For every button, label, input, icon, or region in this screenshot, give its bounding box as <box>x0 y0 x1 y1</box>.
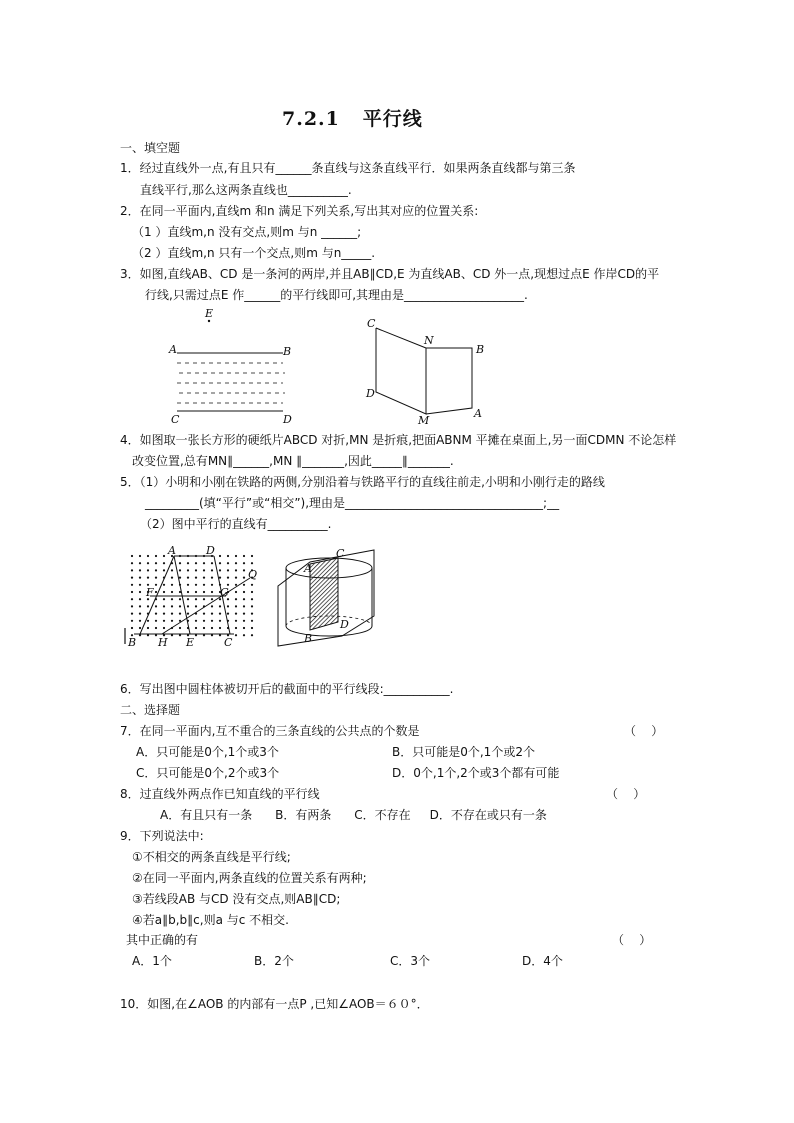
river-label-d: D <box>283 413 292 426</box>
folded-paper-figure <box>362 316 492 428</box>
grid-dot <box>235 634 237 636</box>
grid-dot <box>251 562 253 564</box>
q1-line2: 直线平行,那么这两条直线也__________. <box>140 183 352 197</box>
grid-dot <box>187 613 189 615</box>
fold-face-abnm <box>426 348 472 414</box>
fold-label-n: N <box>424 334 434 347</box>
grid-dot <box>147 569 149 571</box>
grid-dot <box>219 627 221 629</box>
grid-dot <box>155 613 157 615</box>
section-choice-heading: 二、选择题 <box>120 703 181 717</box>
q8-stem: 8．过直线外两点作已知直线的平行线 <box>120 787 320 801</box>
grid-dot <box>243 584 245 586</box>
grid-label-c: C <box>224 636 233 649</box>
grid-dot <box>235 605 237 607</box>
grid-dot <box>155 605 157 607</box>
grid-dot <box>195 562 197 564</box>
q9-stem: 9．下列说法中: <box>120 829 204 843</box>
grid-dot <box>179 598 181 600</box>
q7-stem: 7．在同一平面内,互不重合的三条直线的公共点的个数是 <box>120 724 420 738</box>
cyl-label-a: A <box>304 562 312 575</box>
grid-dot <box>235 555 237 557</box>
grid-dot <box>219 555 221 557</box>
q9-statement-3: ③若线段AB 与CD 没有交点,则AB∥CD; <box>132 892 341 906</box>
grid-dot <box>163 598 165 600</box>
grid-dot <box>211 627 213 629</box>
grid-dot <box>179 613 181 615</box>
grid-dot <box>131 562 133 564</box>
cyl-label-c: C <box>336 547 345 560</box>
grid-dot <box>195 584 197 586</box>
q8-options: A．有且只有一条 B．有两条 C．不存在 D．不存在或只有一条 <box>160 808 547 822</box>
grid-dot <box>163 562 165 564</box>
grid-dot <box>179 562 181 564</box>
grid-dot <box>187 598 189 600</box>
grid-dot <box>131 605 133 607</box>
grid-dot <box>203 562 205 564</box>
q7-option-d: D．0个,1个,2个或3个都有可能 <box>392 766 560 780</box>
grid-dot <box>139 605 141 607</box>
grid-dot <box>211 577 213 579</box>
grid-dot <box>195 605 197 607</box>
grid-dot <box>235 613 237 615</box>
grid-dot <box>147 562 149 564</box>
grid-dot <box>219 605 221 607</box>
grid-dot <box>243 613 245 615</box>
q7-answer-paren: （ ） <box>624 724 664 738</box>
grid-line-ae <box>174 556 190 634</box>
q7-option-b: B．只可能是0个,1个或2个 <box>392 745 535 759</box>
grid-dot <box>203 598 205 600</box>
grid-dot <box>243 620 245 622</box>
grid-dot <box>211 562 213 564</box>
grid-dot <box>163 584 165 586</box>
grid-dot <box>251 555 253 557</box>
q5-line3: （2）图中平行的直线有__________. <box>140 517 332 531</box>
q7-option-c: C．只可能是0个,2个或3个 <box>136 766 280 780</box>
grid-dot <box>179 577 181 579</box>
grid-dot <box>203 627 205 629</box>
river-point-e <box>208 320 210 322</box>
grid-dot <box>211 613 213 615</box>
grid-dot <box>171 605 173 607</box>
q10-line1: 10．如图,在∠AOB 的内部有一点P ,已知∠AOB＝６０°． <box>120 997 429 1011</box>
grid-dot <box>131 591 133 593</box>
grid-dot <box>179 569 181 571</box>
grid-dot <box>155 569 157 571</box>
grid-dot <box>147 627 149 629</box>
grid-dot <box>227 577 229 579</box>
q6-line1: 6．写出图中圆柱体被切开后的截面中的平行线段:___________. <box>120 682 454 696</box>
q9-option-b: B．2个 <box>254 954 294 968</box>
grid-dot <box>163 605 165 607</box>
grid-dot <box>243 634 245 636</box>
grid-dot <box>227 613 229 615</box>
grid-label-f: F <box>146 586 154 599</box>
grid-dot <box>171 584 173 586</box>
fold-label-m: M <box>418 414 430 427</box>
grid-dot <box>187 562 189 564</box>
q5-line1: 5．（1）小明和小刚在铁路的两侧,分别沿着与铁路平行的直线往前走,小明和小刚行走的路线 <box>120 475 605 489</box>
river-label-a: A <box>169 343 177 356</box>
grid-dot <box>251 627 253 629</box>
q2-line2: （1 ）直线m,n 没有交点,则m 与n ______; <box>132 225 362 239</box>
q9-statement-4: ④若a∥b,b∥c,则a 与c 不相交. <box>132 913 289 927</box>
section-fill-heading: 一、填空题 <box>120 141 181 155</box>
grid-label-b: B <box>128 636 137 649</box>
grid-dot <box>155 577 157 579</box>
river-label-e: E <box>205 307 214 320</box>
grid-dot <box>155 555 157 557</box>
grid-dot <box>251 620 253 622</box>
grid-dot <box>243 555 245 557</box>
grid-dot <box>163 627 165 629</box>
grid-dot <box>131 577 133 579</box>
grid-dot <box>131 620 133 622</box>
grid-dot <box>211 598 213 600</box>
grid-dot <box>139 598 141 600</box>
grid-dot <box>243 591 245 593</box>
grid-label-h: H <box>158 636 168 649</box>
page-title: 7.2.1 平行线 <box>282 108 423 130</box>
grid-label-e: E <box>186 636 195 649</box>
cylinder-figure <box>272 546 382 648</box>
q4-line2: 改变位置,总有MN∥______,MN ∥_______,因此_____∥_______. <box>132 454 454 468</box>
grid-dot <box>187 569 189 571</box>
grid-dot <box>251 605 253 607</box>
grid-label-a: A <box>168 544 176 557</box>
grid-dot <box>251 591 253 593</box>
grid-dot <box>139 562 141 564</box>
grid-dot <box>155 562 157 564</box>
grid-dot <box>163 555 165 557</box>
grid-dot <box>139 591 141 593</box>
grid-dot <box>139 577 141 579</box>
grid-dot <box>155 591 157 593</box>
grid-dot <box>131 569 133 571</box>
grid-dot <box>195 598 197 600</box>
river-label-b: B <box>283 345 292 358</box>
grid-dot <box>235 562 237 564</box>
grid-dot <box>195 620 197 622</box>
grid-dot <box>147 555 149 557</box>
grid-dot <box>163 569 165 571</box>
grid-dot <box>171 598 173 600</box>
grid-dot <box>203 584 205 586</box>
grid-dot <box>195 577 197 579</box>
grid-dot <box>211 620 213 622</box>
cyl-label-d: D <box>340 618 349 631</box>
q9-option-d: D．4个 <box>522 954 563 968</box>
grid-dot <box>179 605 181 607</box>
grid-dot <box>163 613 165 615</box>
grid-dot <box>203 577 205 579</box>
grid-dot <box>227 562 229 564</box>
fold-label-a: A <box>474 407 482 420</box>
river-figure <box>165 305 305 425</box>
grid-dot <box>219 577 221 579</box>
grid-dot <box>139 613 141 615</box>
grid-dot <box>227 569 229 571</box>
grid-dot <box>147 620 149 622</box>
q9-statement-1: ①不相交的两条直线是平行线; <box>132 850 291 864</box>
grid-dot <box>187 605 189 607</box>
q9-option-a: A．1个 <box>132 954 172 968</box>
grid-dot <box>251 634 253 636</box>
grid-dot <box>211 584 213 586</box>
grid-dot <box>187 584 189 586</box>
grid-dot <box>251 613 253 615</box>
q9-option-c: C．3个 <box>390 954 431 968</box>
q1-line1: 1．经过直线外一点,有且只有______条直线与这条直线平行．如果两条直线都与第三条 <box>120 161 576 175</box>
grid-dot <box>171 620 173 622</box>
grid-dot <box>163 591 165 593</box>
grid-dot <box>243 577 245 579</box>
grid-dot <box>171 613 173 615</box>
q2-line3: （2 ）直线m,n 只有一个交点,则m 与n_____. <box>132 246 376 260</box>
grid-dot <box>243 562 245 564</box>
grid-dot <box>131 555 133 557</box>
grid-dot <box>155 584 157 586</box>
grid-dot <box>155 627 157 629</box>
q3-line1: 3．如图,直线AB、CD 是一条河的两岸,并且AB∥CD,E 为直线AB、CD 外一点,现想过点E 作岸CD的平 <box>120 267 660 281</box>
grid-dot <box>243 569 245 571</box>
grid-dot <box>227 555 229 557</box>
cross-section <box>310 558 338 630</box>
grid-dot <box>243 627 245 629</box>
grid-dot <box>131 584 133 586</box>
grid-dot <box>235 620 237 622</box>
grid-dot <box>139 569 141 571</box>
q5-line2: _________(填“平行”或“相交”),理由是_________________________________;__ <box>145 496 560 510</box>
grid-dot <box>187 577 189 579</box>
grid-dot <box>219 562 221 564</box>
grid-dot <box>147 605 149 607</box>
grid-dot <box>195 569 197 571</box>
grid-dot <box>131 598 133 600</box>
cyl-label-b: B <box>304 632 313 645</box>
q4-line1: 4．如图取一张长方形的硬纸片ABCD 对折,MN 是折痕,把面ABNM 平摊在桌面上,另一面CDMN 不论怎样 <box>120 433 677 447</box>
grid-dot <box>211 569 213 571</box>
grid-dot <box>227 605 229 607</box>
grid-dot <box>235 591 237 593</box>
grid-dot <box>139 555 141 557</box>
grid-dot <box>243 605 245 607</box>
grid-dot <box>203 569 205 571</box>
grid-dot <box>235 569 237 571</box>
q9-answer-paren: （ ） <box>612 933 652 947</box>
grid-dot <box>235 627 237 629</box>
grid-dot <box>235 577 237 579</box>
grid-label-q: Q <box>248 568 258 581</box>
grid-dot <box>139 620 141 622</box>
grid-dot <box>203 613 205 615</box>
fold-label-b: B <box>476 343 485 356</box>
grid-dot <box>171 591 173 593</box>
fold-label-c: C <box>367 317 376 330</box>
grid-dot <box>163 620 165 622</box>
grid-dot <box>203 620 205 622</box>
grid-dot <box>211 605 213 607</box>
grid-dot <box>235 598 237 600</box>
grid-dot <box>195 627 197 629</box>
grid-dot <box>155 620 157 622</box>
q7-option-a: A．只可能是0个,1个或3个 <box>136 745 279 759</box>
grid-dot <box>243 598 245 600</box>
grid-dot <box>251 584 253 586</box>
grid-dot <box>195 591 197 593</box>
grid-dot <box>219 613 221 615</box>
grid-dot <box>219 620 221 622</box>
grid-label-d: D <box>206 544 215 557</box>
grid-dot <box>211 591 213 593</box>
q8-answer-paren: （ ） <box>606 787 646 801</box>
grid-dot <box>131 613 133 615</box>
grid-dot <box>131 627 133 629</box>
grid-dot <box>219 569 221 571</box>
grid-dot <box>171 569 173 571</box>
q9-prompt: 其中正确的有 <box>126 933 199 947</box>
grid-dot <box>171 577 173 579</box>
q3-line2: 行线,只需过点E 作______的平行线即可,其理由是____________________. <box>145 288 528 302</box>
grid-label-g: G <box>220 586 229 599</box>
grid-dot <box>179 627 181 629</box>
grid-dot <box>187 591 189 593</box>
q2-line1: 2．在同一平面内,直线m 和n 满足下列关系,写出其对应的位置关系: <box>120 204 479 218</box>
grid-dot <box>251 598 253 600</box>
grid-dot <box>203 591 205 593</box>
grid-dot <box>139 627 141 629</box>
grid-dot <box>235 584 237 586</box>
river-label-c: C <box>171 413 180 426</box>
fold-face-cdmn <box>376 328 426 414</box>
fold-label-d: D <box>366 387 375 400</box>
q9-statement-2: ②在同一平面内,两条直线的位置关系有两种; <box>132 871 367 885</box>
dot-grid-figure <box>122 544 262 650</box>
grid-dot <box>139 584 141 586</box>
grid-dot <box>147 577 149 579</box>
